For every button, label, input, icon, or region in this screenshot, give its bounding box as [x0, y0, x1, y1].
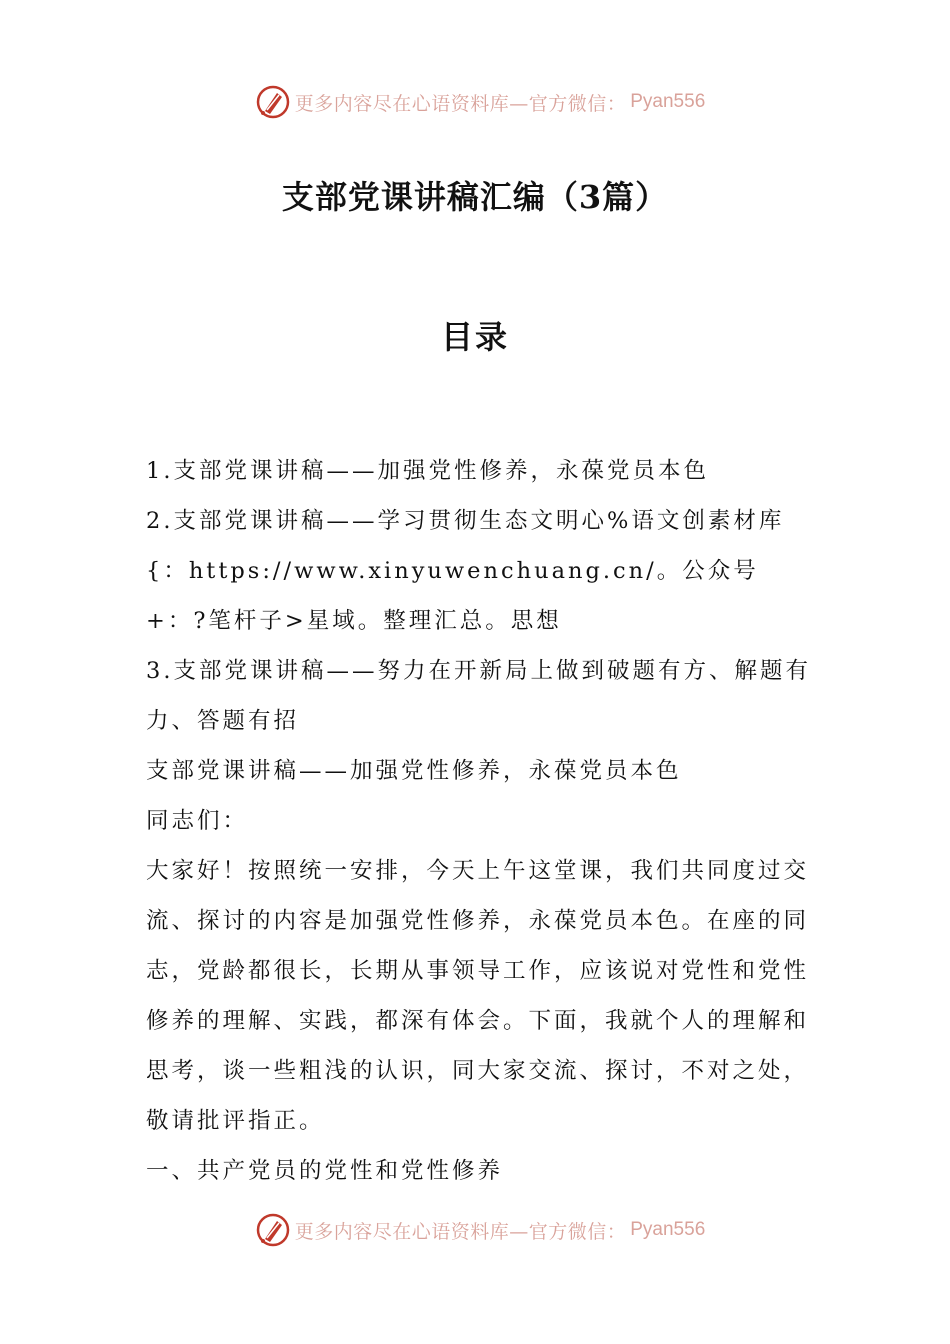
banner-wechat-id: Pyan556 [630, 1219, 706, 1240]
section-title: 支部党课讲稿——加强党性修养，永葆党员本色 [146, 758, 682, 784]
pen-logo-icon [255, 1212, 291, 1248]
section-heading: 一、共产党员的党性和党性修养 [146, 1158, 504, 1184]
toc-item-3: 3.支部党课讲稿——努力在开新局上做到破题有方、解题有力、答题有招 [146, 658, 811, 734]
toc-heading: 目录 [440, 318, 509, 356]
salutation: 同志们： [146, 808, 249, 834]
document-body [146, 446, 812, 1196]
document-title: 支部党课讲稿汇编（3篇） [281, 178, 669, 216]
toc-item-2: 2.支部党课讲稿——学习贯彻生态文明心%语文创素材库{：https://www.xinyuwenchuang.cn/。公众号+：?笔杆子>星域。整理汇总。思想 [146, 508, 785, 634]
banner-text: 更多内容尽在心语资料库—官方微信： [294, 1220, 627, 1243]
toc-item-1: 1.支部党课讲稿——加强党性修养，永葆党员本色 [146, 458, 709, 484]
banner-wechat-id: Pyan556 [630, 91, 706, 112]
header-banner [0, 80, 950, 124]
footer-banner [0, 1208, 950, 1252]
pen-logo-icon [255, 84, 291, 120]
banner-text: 更多内容尽在心语资料库—官方微信： [294, 92, 627, 115]
paragraph: 大家好！按照统一安排，今天上午这堂课，我们共同度过交流、探讨的内容是加强党性修养，永葆党员本色。在座的同志，党龄都很长，长期从事领导工作，应该说对党性和党性修养的理解、实践，都深有体会。下面，我就个人的理解和思考，谈一些粗浅的认识，同大家交流、探讨，不对之处，敬请批评指正。 [146, 858, 810, 1134]
